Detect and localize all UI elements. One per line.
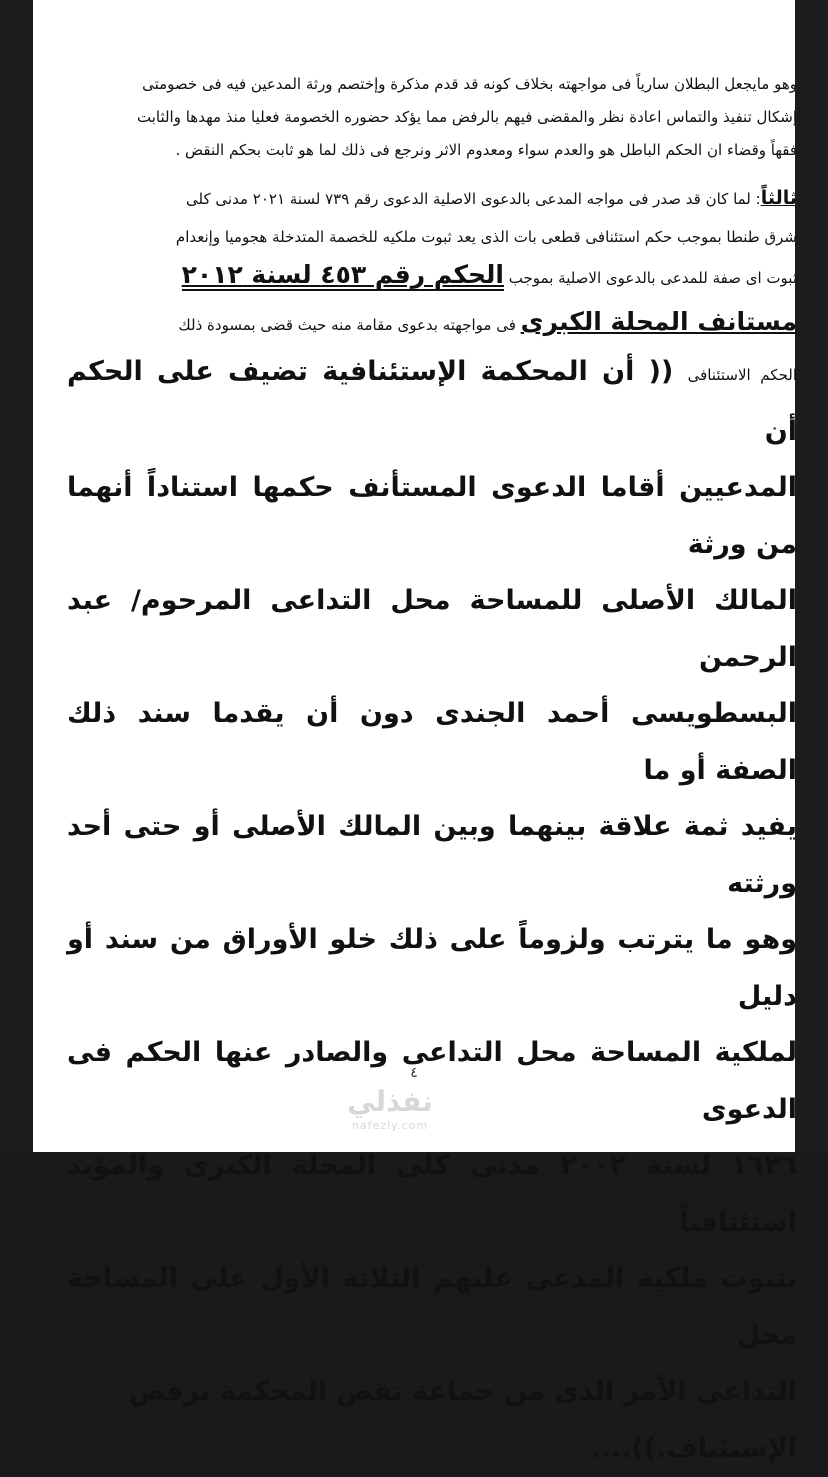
document-page (33, 0, 795, 1152)
paragraph-2-line-1 (67, 179, 797, 218)
paragraph-2-text: : لما كان قد صدر فى مواجه المدعى بالدعوى الاصلية الدعوى رقم ٧٣٩ لسنة ٢٠٢١ مدنى كلى (186, 190, 761, 208)
paragraph-2-line-2: شرق طنطا بموجب حكم استئنافى قطعى بات الذى يعد ثبوت ملكيه للخصمة المتدخلة هجوميا وإنعدام (67, 218, 797, 256)
quote-line: المالك الأصلى للمساحة محل التداعى المرحوم/ عبد الرحمن (67, 573, 797, 686)
quote-intro: الحكم الاستئنافى (688, 366, 797, 384)
quote-line: يفيد ثمة علاقة بينهما وبين المالك الأصلى أو حتى أحد ورثته (67, 799, 797, 912)
quote-line: البسطويسى أحمد الجندى دون أن يقدما سند ذلك الصفة أو ما (67, 686, 797, 799)
quote-line: وهو ما يترتب ولزوماً على ذلك خلو الأوراق من سند أو دليل (67, 912, 797, 1025)
paragraph-2 (67, 179, 797, 344)
page-number: ٤ (33, 1065, 795, 1081)
quote-line-1 (67, 344, 797, 460)
paragraph-1 (67, 68, 797, 167)
quote-line: لملكية المساحة محل التداعى والصادر عنها الحكم فى الدعوى (67, 1025, 797, 1138)
paragraph-2-line-3-text: ثبوت اى صفة للمدعى بالدعوى الاصلية بموجب (509, 269, 797, 287)
watermark-latin: nafezly.com (335, 1119, 445, 1132)
right-dark-border (795, 0, 828, 1152)
quote-line: المدعيين أقاما الدعوى المستأنف حكمها استناداً أنهما من ورثة (67, 460, 797, 573)
nafezly-watermark (335, 1085, 445, 1132)
paragraph-1-line: إشكال تنفيذ والتماس اعادة نظر والمقضى فيهم بالرفض مما يؤكد حضوره الخصومة فعليا منذ مهدها والثابت (67, 101, 797, 134)
watermark-arabic: نفذلي (335, 1085, 445, 1119)
quote-line: الإستئناف.)).... (67, 1421, 797, 1477)
left-dark-border (0, 0, 33, 1152)
quote-line: بثبوت ملكية المدعى عليهم الثلاثة الأول على المساحة محل (67, 1251, 797, 1364)
quote-line: ١٦٢٦ لسنة ٢٠٠٢ مدنى كلى المحلة الكبرى والمؤيد استئنافياً (67, 1138, 797, 1251)
third-heading: ثالثاً (761, 187, 797, 209)
paragraph-1-line: وهو مايجعل البطلان سارياً فى مواجهته بخلاف كونه قد قدم مذكرة وإختصم ورثة المدعين فيه فى خصومتى (67, 68, 797, 101)
quote-text: (( أن المحكمة الإستئنافية تضيف على الحكم أن (67, 356, 797, 447)
paragraph-2-line-4-text: فى مواجهته بدعوى مقامة منه حيث قضى بمسودة ذلك (178, 316, 516, 334)
paragraph-1-line: فقهاً وقضاء ان الحكم الباطل هو والعدم سواء ومعدوم الاثر ونرجع فى ذلك لما هو ثابت بحكم النقض . (67, 134, 797, 167)
document-body (67, 68, 797, 1477)
quoted-ruling (67, 344, 797, 1477)
ruling-reference: الحكم رقم ٤٥٣ لسنة ٢٠١٢ (182, 260, 504, 291)
court-name: مستانف المحلة الكبرى (521, 307, 797, 336)
paragraph-2-line-3 (67, 256, 797, 297)
paragraph-2-line-4 (67, 303, 797, 344)
quote-line: التداعى الأمر الذى من جماعة تقض المحكمة برفض (67, 1364, 797, 1421)
